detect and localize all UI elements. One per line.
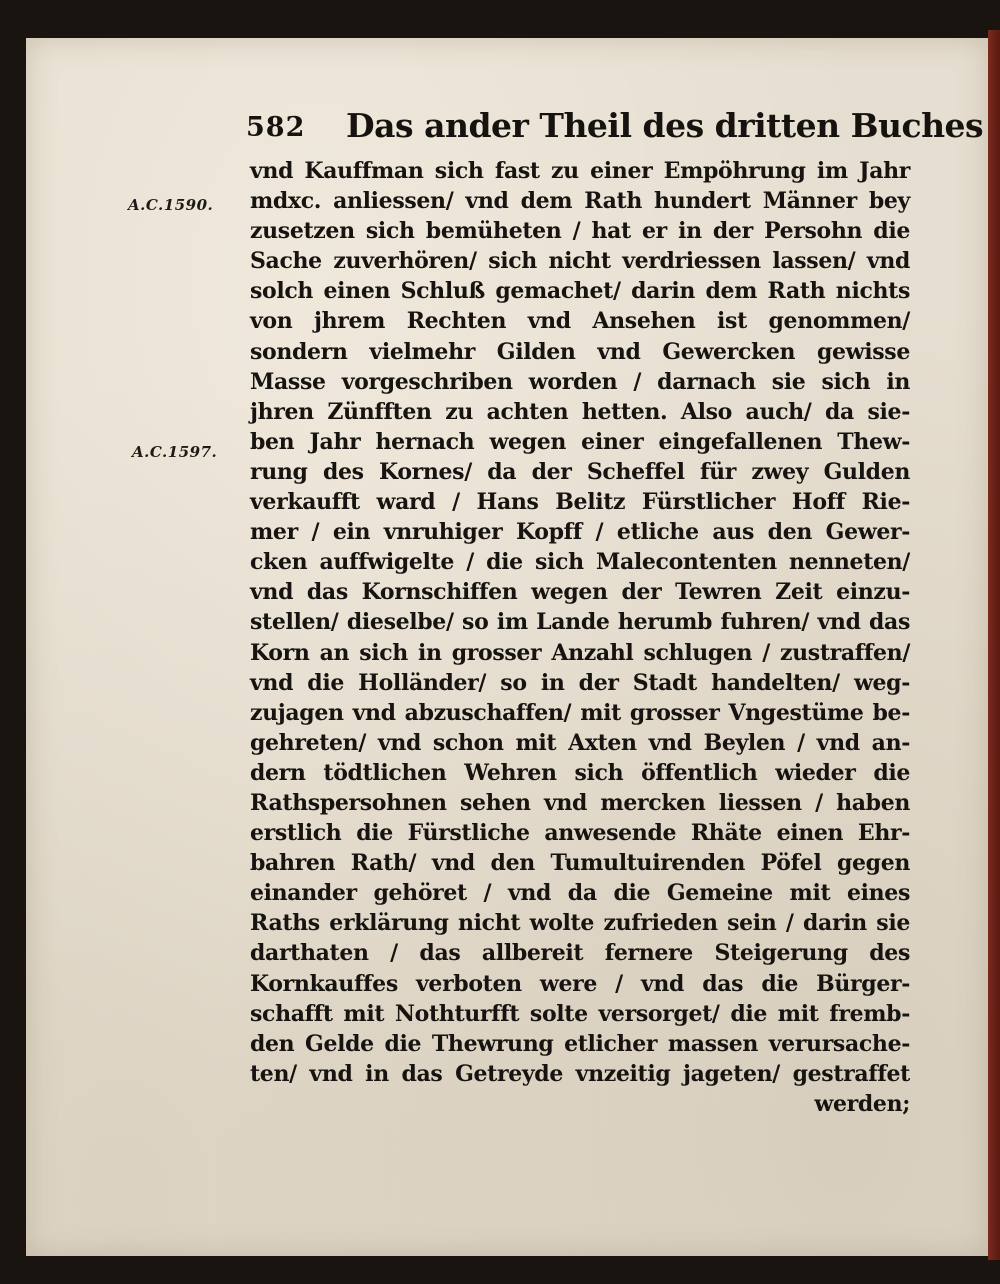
text-line: jhren Zünfften zu achten hetten. Also auch/ da sie- (250, 398, 910, 425)
text-line: mdxc. anliessen/ vnd dem Rath hundert Männer bey (250, 188, 910, 215)
text-line: Korn an sich in grosser Anzahl schlugen / zustraffen/ (250, 639, 910, 666)
text-line: vnd das Kornschiffen wegen der Tewren Zeit einzu- (250, 579, 910, 606)
book-edge (988, 30, 1000, 1260)
margin-note-year-1590: A.C.1590. (128, 196, 214, 214)
text-line: sondern vielmehr Gilden vnd Gewercken gewisse (250, 338, 910, 365)
text-line: den Gelde die Thewrung etlicher massen verursache- (250, 1030, 910, 1057)
page-number: 582 (246, 112, 306, 143)
text-line: solch einen Schluß gemachet/ darin dem Rath nichts (250, 278, 910, 305)
text-line: Sache zuverhören/ sich nicht verdriessen lassen/ vnd (250, 248, 910, 275)
text-line: Masse vorgeschriben worden / darnach sie sich in (250, 368, 910, 395)
text-line: mer / ein vnruhiger Kopff / etliche aus den Gewer- (250, 519, 910, 546)
text-line: zusetzen sich bemüheten / hat er in der Persohn die (250, 218, 910, 245)
text-line: zujagen vnd abzuschaffen/ mit grosser Vngestüme be- (250, 699, 910, 726)
text-line: bahren Rath/ vnd den Tumultuirenden Pöfel gegen (250, 850, 910, 877)
text-line: Rathspersohnen sehen vnd mercken liessen / haben (250, 789, 910, 816)
margin-note-year-1597: A.C.1597. (132, 443, 218, 461)
body-text (250, 156, 910, 1119)
text-line: verkaufft ward / Hans Belitz Fürstlicher Hoff Rie- (250, 489, 910, 516)
text-line: vnd die Holländer/ so in der Stadt handelten/ weg- (250, 669, 910, 696)
catchword: werden; (814, 1090, 910, 1117)
text-line: stellen/ dieselbe/ so im Lande herumb fuhren/ vnd das (250, 609, 910, 636)
page-header (246, 102, 984, 152)
text-line: schafft mit Nothturfft solte versorget/ die mit fremb- (250, 1000, 910, 1027)
text-line: einander gehöret / vnd da die Gemeine mit eines (250, 880, 910, 907)
text-line: rung des Kornes/ da der Scheffel für zwey Gulden (250, 458, 910, 485)
text-line: Kornkauffes verboten were / vnd das die Bürger- (250, 970, 910, 997)
text-line: von jhrem Rechten vnd Ansehen ist genommen/ (250, 308, 910, 335)
text-line: darthaten / das allbereit fernere Steigerung des (250, 940, 910, 967)
text-line: ten/ vnd in das Getreyde vnzeitig jageten/ gestraffet (250, 1060, 910, 1087)
text-line: vnd Kauffman sich fast zu einer Empöhrung im Jahr (250, 158, 910, 184)
text-line: erstlich die Fürstliche anwesende Rhäte einen Ehr- (250, 820, 910, 847)
text-line: gehreten/ vnd schon mit Axten vnd Beylen / vnd an- (250, 729, 910, 756)
running-title: Das ander Theil des dritten Buches (346, 106, 984, 145)
text-line: Raths erklärung nicht wolte zufrieden sein / darin sie (250, 910, 910, 937)
text-line: dern tödtlichen Wehren sich öffentlich wieder die (250, 759, 910, 786)
text-line: cken auffwigelte / die sich Malecontenten nenneten/ (250, 549, 910, 576)
text-line: ben Jahr hernach wegen einer eingefallenen Thew- (250, 428, 910, 455)
